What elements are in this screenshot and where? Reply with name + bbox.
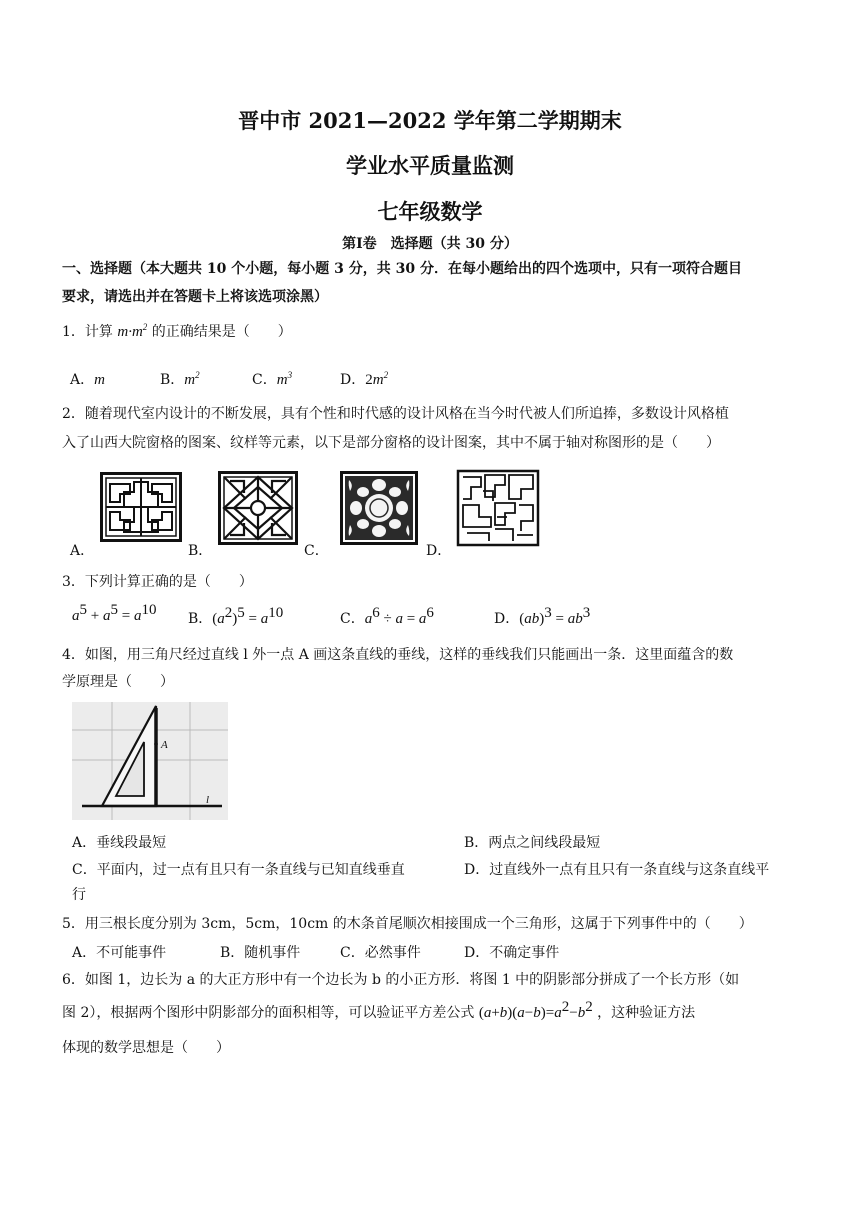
window-pattern-b: [218, 471, 298, 545]
q2-label-d: D．: [426, 543, 452, 559]
triangle-ruler-figure: [72, 702, 228, 820]
window-pattern-d: [455, 467, 543, 549]
q4-option-a: A．垂线段最短: [72, 835, 167, 851]
exam-title-line1: 晋中市 2021—2022 学年第二学期期末: [238, 108, 622, 133]
q5-option-c: C．必然事件: [340, 945, 421, 961]
q5-option-d: D．不确定事件: [464, 945, 560, 961]
q6-line2-suffix: ，这种验证方法: [597, 1005, 696, 1021]
instructions-line1: 一、选择题（本大题共 10 个小题，每小题 3 分，共 30 分．在每小题给出的四个选项中，只有一项符合题目: [62, 261, 742, 277]
q4-option-d-line1: D．过直线外一点有且只有一条直线与这条直线平: [464, 862, 770, 878]
q1-option-c: C．$m^3$: [252, 370, 293, 388]
q1-option-a: A．m: [70, 372, 105, 388]
question-2-line2: 入了山西大院窗格的图案、纹样等元素，以下是部分窗格的设计图案，其中不属于轴对称图形的是（ ）: [62, 435, 720, 451]
q4-option-c: C．平面内，过一点有且只有一条直线与已知直线垂直: [72, 862, 405, 878]
question-1-stem: [62, 322, 292, 342]
instructions-line2: 要求，请选出并在答题卡上将该选项涂黑）: [62, 289, 328, 305]
question-3-stem: 3．下列计算正确的是（ ）: [62, 574, 253, 590]
q3-option-c: C．$a^6 \div a = a^6$: [340, 605, 434, 627]
q5-option-a: A．不可能事件: [72, 945, 167, 961]
q2-label-a: A．: [70, 543, 95, 559]
q5-option-b: B．随机事件: [220, 945, 301, 961]
q2-label-c: C．: [304, 543, 329, 559]
q3-option-b: B．$(a^2)^5 = a^{10}$: [188, 605, 284, 627]
point-a-label: A: [161, 739, 168, 751]
question-4-line1: 4．如图，用三角尺经过直线 l 外一点 A 画这条直线的垂线，这样的垂线我们只能画出一条．这里面蕴含的数: [62, 647, 734, 663]
question-6-line3: 体现的数学思想是（ ）: [62, 1040, 230, 1056]
q4-option-b: B．两点之间线段最短: [464, 835, 601, 851]
q6-line2-prefix: 图 2），根据两个图形中阴影部分的面积相等，可以验证平方差公式: [62, 1005, 475, 1021]
question-6-line2: [62, 999, 696, 1023]
q4-option-d-line2: 行: [72, 887, 86, 903]
question-2-line1: 2．随着现代室内设计的不断发展，具有个性和时代感的设计风格在当今时代被人们所追捧，多数设计风格植: [62, 406, 729, 422]
window-pattern-c: [340, 471, 418, 545]
q3-option-a: $a^5 + a^5 = a^{10}$: [72, 602, 157, 624]
difference-of-squares-formula: $(a+b)(a-b)=a^2-b^2$: [478, 999, 593, 1021]
q1-option-b: B．$m^2$: [160, 370, 200, 388]
exam-title-line2: 学业水平质量监测: [346, 153, 514, 178]
section-heading: 第Ⅰ卷 选择题（共 30 分）: [342, 236, 518, 252]
question-4-line2: 学原理是（ ）: [62, 674, 174, 690]
q1-expression: $m\cdot m^2$: [117, 322, 148, 340]
q3-option-d: D．$(ab)^3 = ab^3$: [494, 605, 591, 627]
line-l-label: l: [206, 794, 210, 806]
question-6-line1: 6．如图 1，边长为 a 的大正方形中有一个边长为 b 的小正方形．将图 1 中的阴影部分拼成了一个长方形（如: [62, 972, 740, 988]
window-pattern-a: [100, 472, 182, 542]
exam-title-line3: 七年级数学: [377, 199, 483, 224]
q1-option-d: D．$2m^2$: [340, 370, 389, 388]
question-5-stem: 5．用三根长度分别为 3cm，5cm，10cm 的木条首尾顺次相接围成一个三角形，这属于下列事件中的（ ）: [62, 916, 753, 932]
q1-stem-suffix: 的正确结果是（ ）: [151, 324, 292, 340]
q2-label-b: B．: [188, 543, 213, 559]
q1-stem-prefix: 1．计算: [62, 324, 113, 340]
